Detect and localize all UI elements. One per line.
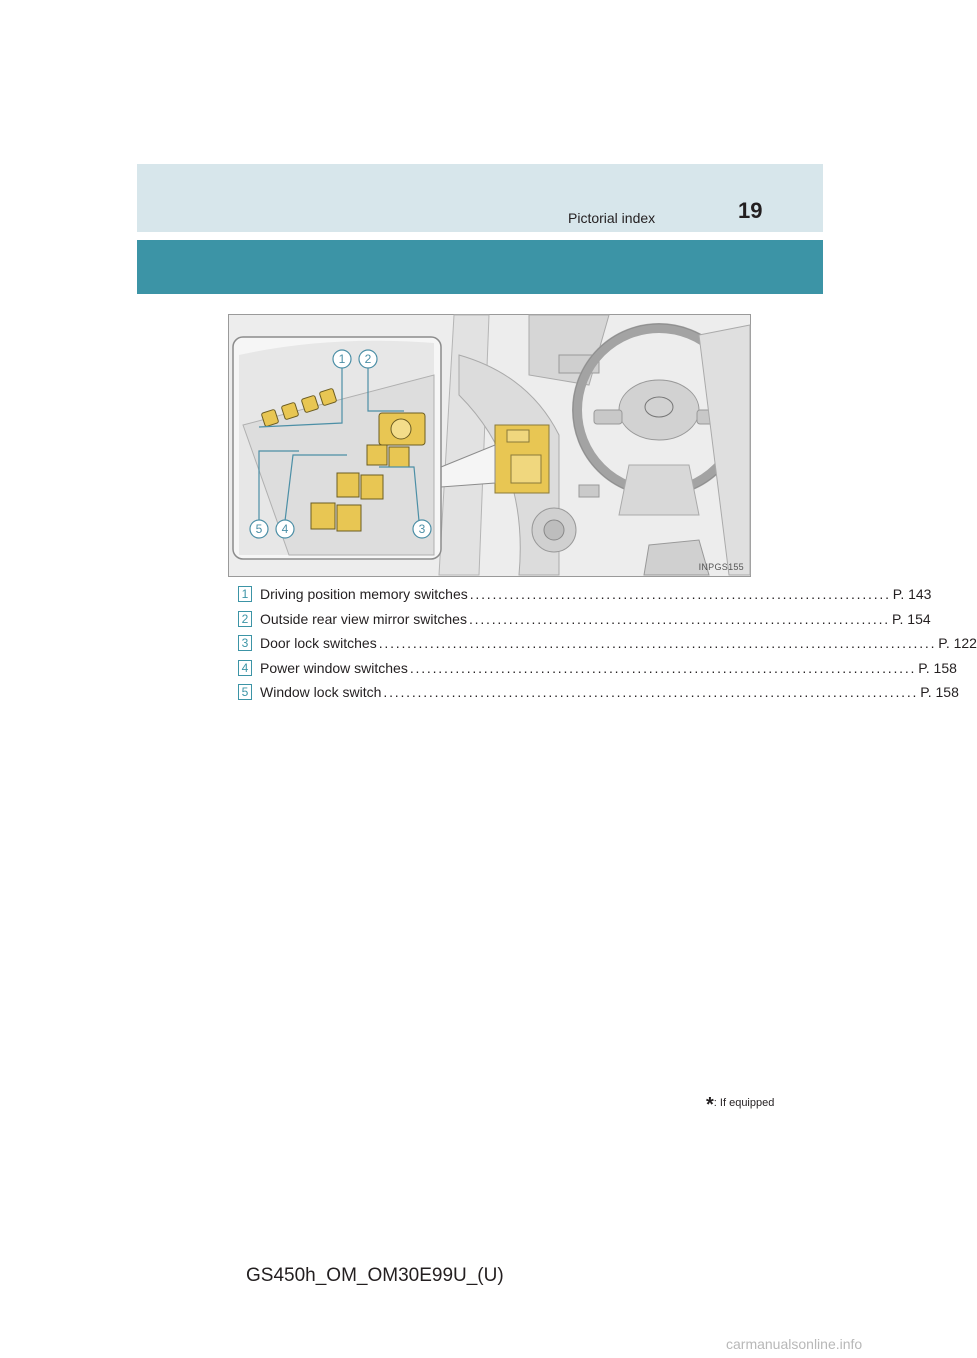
callout-2: 2: [364, 352, 372, 366]
footnote-text: : If equipped: [713, 1097, 775, 1109]
leader-dots: ..........................................................................: [468, 610, 890, 627]
watermark: carmanualsonline.info: [726, 1336, 863, 1352]
figure-code: INPGS155: [698, 562, 744, 572]
index-label: Power window switches: [260, 659, 408, 676]
callout-3: 3: [418, 522, 426, 536]
footnote-mark: *: [706, 1094, 714, 1116]
page-reference[interactable]: P. 122: [938, 635, 977, 652]
index-item[interactable]: [238, 607, 931, 632]
page-reference[interactable]: P. 158: [918, 659, 957, 676]
page-reference[interactable]: P. 158: [920, 684, 959, 701]
section-title: Pictorial index: [568, 210, 656, 226]
section-banner: [137, 240, 823, 294]
index-item[interactable]: [238, 631, 977, 656]
index-number: 5: [238, 684, 252, 700]
header-band: [137, 164, 823, 232]
index-number: 4: [238, 660, 252, 676]
callout-4: 4: [281, 522, 289, 536]
index-list: [238, 582, 977, 705]
leader-dots: ..............................................................................................: [383, 684, 919, 701]
index-number: 1: [238, 586, 252, 602]
leader-dots: .........................................................................................: [409, 659, 917, 676]
index-item[interactable]: [238, 656, 957, 681]
illustration-svg: [229, 315, 750, 576]
callout-5: 5: [255, 522, 263, 536]
leader-dots: ..................................................................................................: [378, 635, 937, 652]
footnote: [706, 1094, 774, 1117]
index-label: Driving position memory switches: [260, 586, 468, 603]
index-label: Door lock switches: [260, 635, 377, 652]
page-reference[interactable]: P. 154: [891, 610, 931, 627]
page-number: 19: [738, 198, 763, 223]
document-code: GS450h_OM_OM30E99U_(U): [246, 1265, 504, 1286]
leader-dots: ..........................................................................: [469, 586, 891, 603]
page-reference[interactable]: P. 143: [892, 586, 932, 603]
callout-1: 1: [338, 352, 346, 366]
index-item[interactable]: [238, 582, 932, 607]
index-label: Outside rear view mirror switches: [260, 610, 467, 627]
index-number: 2: [238, 611, 252, 627]
door-switch-illustration: [228, 314, 751, 577]
index-label: Window lock switch: [260, 684, 382, 701]
index-number: 3: [238, 635, 252, 651]
index-item[interactable]: [238, 680, 959, 705]
